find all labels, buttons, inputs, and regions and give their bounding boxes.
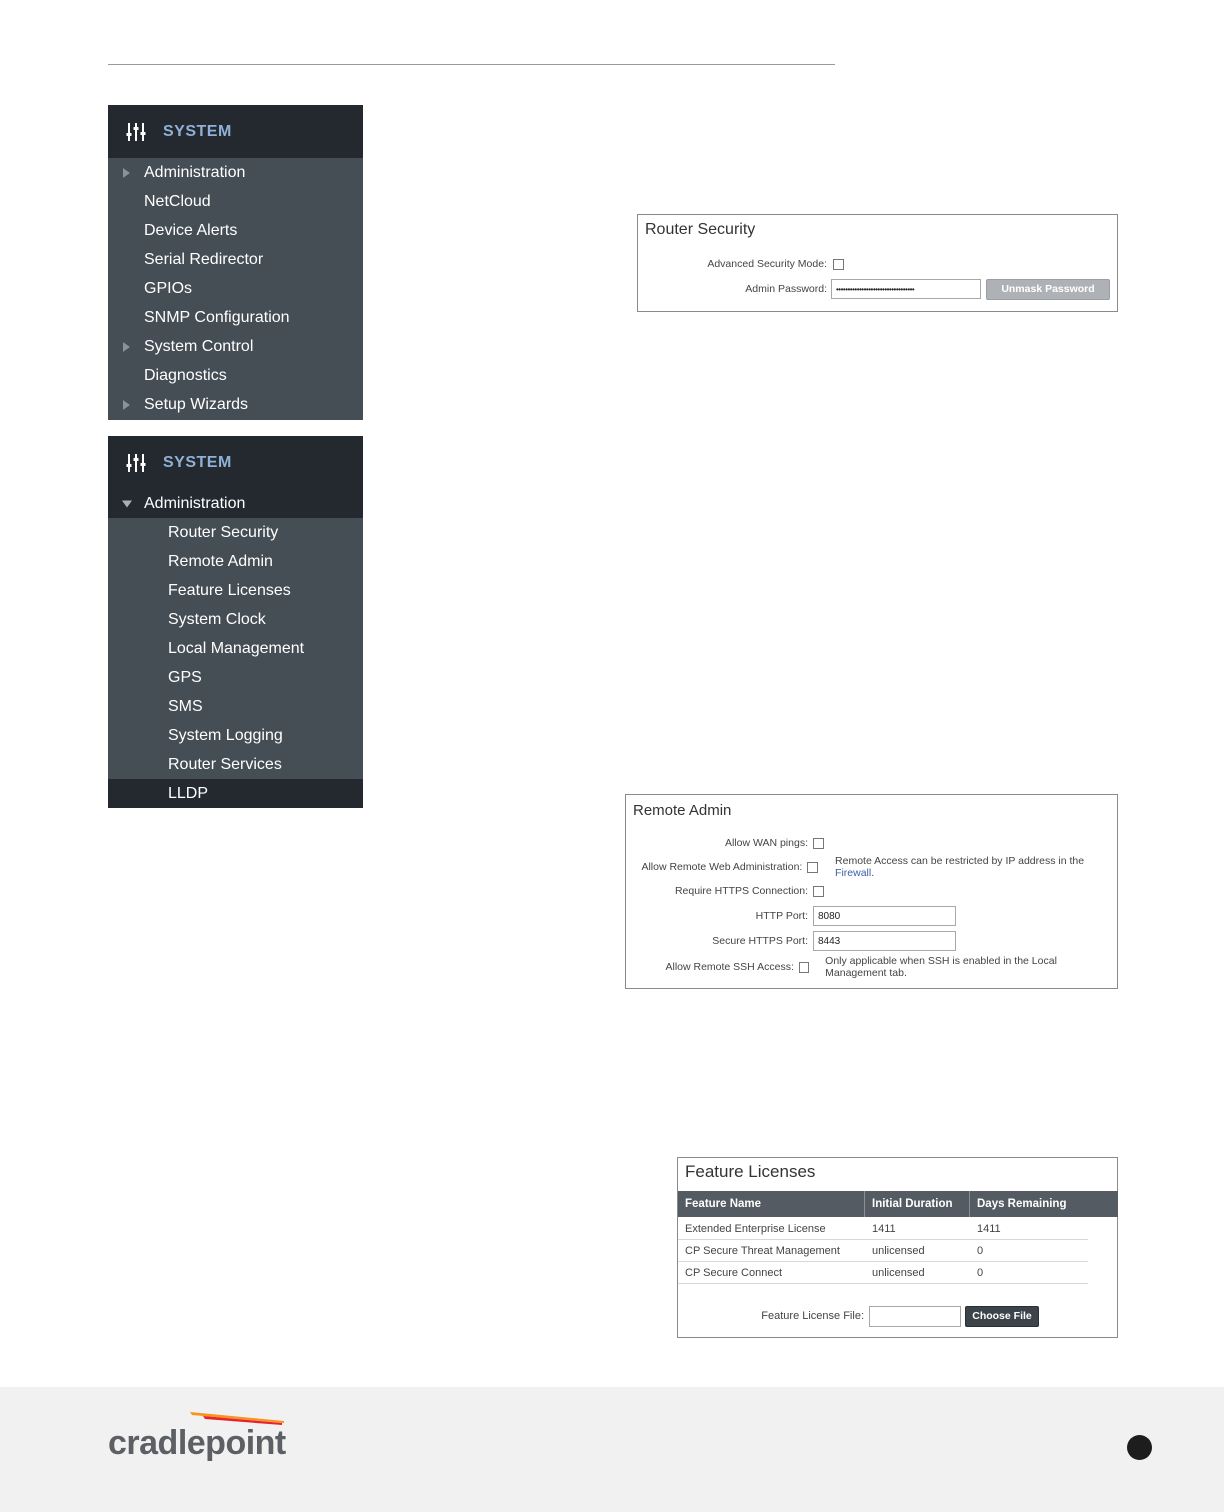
- sliders-icon: [126, 453, 146, 473]
- table-row: CP Secure Threat Management unlicensed 0: [678, 1240, 1088, 1262]
- menu-item-snmp-configuration[interactable]: SNMP Configuration: [144, 308, 290, 326]
- menu-item-administration[interactable]: Administration: [108, 158, 363, 187]
- remote-web-admin-label: Allow Remote Web Administration:: [641, 861, 803, 873]
- menu-title: SYSTEM: [163, 122, 232, 140]
- menu-item-administration[interactable]: Administration: [108, 489, 363, 518]
- wan-pings-checkbox[interactable]: [813, 838, 824, 849]
- cradlepoint-logo: [108, 1410, 288, 1466]
- license-table-header: [678, 1191, 1118, 1217]
- http-port-label: HTTP Port:: [755, 910, 808, 922]
- menu-header: [108, 436, 363, 489]
- table-row: Extended Enterprise License 1411 1411: [678, 1218, 1088, 1240]
- menu-header: [108, 105, 363, 158]
- feature-licenses-panel: [677, 1157, 1118, 1338]
- submenu-item-lldp[interactable]: LLDP: [108, 779, 363, 808]
- chevron-right-icon: [123, 342, 130, 352]
- submenu-item-remote-admin[interactable]: Remote Admin: [168, 552, 273, 570]
- admin-password-label: Admin Password:: [745, 283, 827, 295]
- remote-ssh-note: Only applicable when SSH is enabled in the Local Management tab.: [825, 955, 1057, 979]
- system-menu-collapsed: [108, 105, 363, 420]
- menu-item-gpios[interactable]: GPIOs: [144, 279, 193, 297]
- submenu-item-router-services[interactable]: Router Services: [168, 755, 282, 773]
- menu-item-device-alerts[interactable]: Device Alerts: [144, 221, 238, 239]
- wan-pings-label: Allow WAN pings:: [724, 837, 808, 849]
- submenu-item-sms[interactable]: SMS: [168, 697, 203, 715]
- license-file-label: Feature License File:: [761, 1310, 864, 1322]
- chevron-down-icon: [122, 500, 132, 507]
- submenu-item-router-security[interactable]: Router Security: [168, 523, 279, 541]
- remote-admin-panel: [625, 794, 1118, 989]
- menu-item-system-control[interactable]: System Control: [108, 332, 363, 361]
- column-header: Days Remaining: [977, 1198, 1067, 1210]
- require-https-checkbox[interactable]: [813, 886, 824, 897]
- https-port-input[interactable]: 8443: [813, 931, 956, 951]
- menu-title: SYSTEM: [163, 453, 232, 471]
- page-marker: [1127, 1435, 1152, 1460]
- panel-title: Router Security: [645, 221, 756, 238]
- choose-file-button[interactable]: Choose File: [965, 1306, 1039, 1327]
- unmask-password-button[interactable]: Unmask Password: [986, 279, 1110, 300]
- chevron-right-icon: [123, 168, 130, 178]
- advanced-security-label: Advanced Security Mode:: [707, 258, 827, 270]
- column-header: Feature Name: [678, 1191, 865, 1217]
- chevron-right-icon: [123, 400, 130, 410]
- remote-web-admin-checkbox[interactable]: [807, 862, 818, 873]
- https-port-label: Secure HTTPS Port:: [712, 935, 808, 947]
- license-file-input[interactable]: [869, 1306, 961, 1327]
- menu-item-netcloud[interactable]: NetCloud: [144, 192, 211, 210]
- table-row: CP Secure Connect unlicensed 0: [678, 1262, 1088, 1284]
- remote-web-note: Remote Access can be restricted by IP address in the Firewall.: [835, 855, 1085, 879]
- http-port-input[interactable]: 8080: [813, 906, 956, 926]
- router-security-panel: [637, 214, 1118, 312]
- column-header: Initial Duration: [865, 1191, 970, 1217]
- top-divider: [108, 64, 835, 65]
- panel-title: Remote Admin: [633, 802, 732, 819]
- submenu-item-gps[interactable]: GPS: [168, 668, 202, 686]
- logo-text: cradlepoint: [108, 1424, 286, 1462]
- menu-item-diagnostics[interactable]: Diagnostics: [144, 366, 227, 384]
- sliders-icon: [126, 122, 146, 142]
- menu-item-serial-redirector[interactable]: Serial Redirector: [144, 250, 264, 268]
- submenu-item-system-clock[interactable]: System Clock: [168, 610, 266, 628]
- system-menu-expanded: [108, 436, 363, 808]
- submenu-item-feature-licenses[interactable]: Feature Licenses: [168, 581, 291, 599]
- menu-item-setup-wizards[interactable]: Setup Wizards: [108, 390, 363, 419]
- remote-ssh-checkbox[interactable]: [799, 962, 809, 973]
- require-https-label: Require HTTPS Connection:: [674, 885, 808, 897]
- admin-password-field[interactable]: ••••••••••••••••••••••••••••••••••: [831, 279, 981, 299]
- advanced-security-checkbox[interactable]: [833, 259, 844, 270]
- panel-title: Feature Licenses: [685, 1162, 816, 1181]
- submenu-item-local-management[interactable]: Local Management: [168, 639, 305, 657]
- firewall-link[interactable]: Firewall: [835, 867, 872, 879]
- submenu-item-system-logging[interactable]: System Logging: [168, 726, 283, 744]
- remote-ssh-label: Allow Remote SSH Access:: [665, 961, 794, 973]
